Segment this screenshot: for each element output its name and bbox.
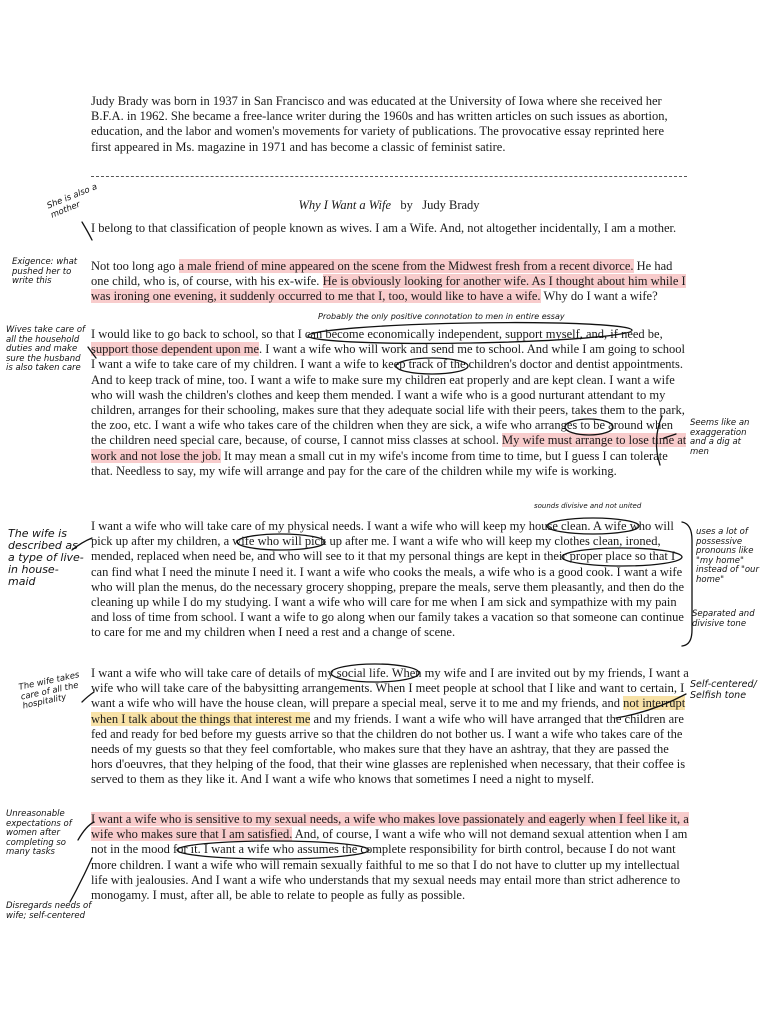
paragraph-3 bbox=[91, 327, 691, 479]
note-wives-care: Wives take care of all the household duties and make sure the husband is also taken care bbox=[6, 325, 86, 373]
p3-text-c: . I want a wife who will work and send me to school. And while I am going to school I want a wife to take care of my children. I want a wife to keep track of the children's doctor and dentist appointments. And to keep track of mine, too. I want a wife to make sure my children eat properly and are kept clean. I want a wife who will wash the children's clothes and keep them mended. I want a wife who is a good nurturant attendant to my children, arranges for their schooling, makes sure that they adequate social life with their peers, takes them to the park, the zoo, etc. I want a wife who takes care of the children when they are sick, a wife who arranges to be around when the children need special care, because, of course, I cannot miss classes at school. bbox=[91, 342, 686, 448]
essay-title bbox=[91, 198, 687, 213]
note-selfish: Self-centered/ Selfish tone bbox=[690, 679, 757, 701]
paragraph-6 bbox=[91, 812, 691, 903]
note-possessive: uses a lot of possessive pronouns like "my home" instead of "our home" bbox=[696, 527, 759, 585]
p2-text-a: Not too long ago bbox=[91, 259, 179, 273]
p3-highlight-1: support those dependent upon me bbox=[91, 342, 260, 357]
p5-highlight: not interrupt when I talk about the things that interest me bbox=[91, 696, 686, 726]
note-exigence: Exigence: what pushed her to write this bbox=[12, 257, 78, 286]
p2-text-c: He had one child, who is, of course, with his ex-wife. bbox=[91, 259, 673, 289]
p3-text-e: It may mean a small cut in my wife's income from time to time, but I guess I can tolerate that. Needless to say, my wife will arrange and pay for the care of the children while my wife is working. bbox=[91, 448, 668, 478]
paragraph-5 bbox=[91, 666, 691, 788]
note-exaggeration: Seems like an exaggeration and a dig at men bbox=[690, 418, 750, 457]
note-hospitality: The wife takes care of all the hospitality bbox=[17, 670, 81, 712]
p6-text-b: And, of course, I want a wife who will not demand sexual attention when I am not in the mood for it. I want a wife who assumes the complete responsibility for birth control, because I do not want more children. I want a wife who will remain sexually faithful to me so that I do not have to clutter up my intellectual life with jealousies. And I want a wife who understands that my sexual needs may entail more than strict adherence to monogamy. I must, after all, be able to relate to people as fully as possible. bbox=[91, 827, 688, 903]
p5-text-c: and my friends. I want a wife who will have arranged that the children are fed and ready for bed before my guests arrive so that the children do not bother us. I want a wife who takes care of the needs of my guests so that they feel comfortable, who makes sure that they have an ashtray, that they are passed the hors d'oeuvres, that they helping of the food, that their wine glasses are replenished when necessary, that their coffee is served to them as they like it. And I want a wife who knows that sometimes I need a night to myself. bbox=[91, 711, 686, 787]
p2-highlight-2: He is obviously looking for another wife. As I thought about him while I was ironing one evening, it suddenly occurred to me that I, too, would like to have a wife. bbox=[91, 274, 686, 304]
dashed-divider bbox=[91, 176, 687, 177]
note-divisive-small: sounds divisive and not united bbox=[534, 502, 642, 510]
p2-highlight-1: a male friend of mine appeared on the scene from the Midwest fresh from a recent divorce. bbox=[178, 259, 634, 273]
note-disregards: Disregards needs of wife; self-centered bbox=[6, 901, 92, 921]
p3-highlight-2: My wife must arrange to lose time at work and not lose the job. bbox=[91, 433, 687, 463]
essay-title-text: Why I Want a Wife bbox=[298, 198, 392, 212]
note-positive: Probably the only positive connotation to men in entire essay bbox=[318, 312, 565, 321]
paragraph-4: I want a wife who will take care of my physical needs. I want a wife who will keep my house clean. A wife who will pick up after my children, a wife who will pick up after me. I want a wife who will keep my clothes clean, ironed, mended, replaced when need be, and who will see to it that my personal things are kept in their proper place so that I can find what I need the minute I need it. I want a wife who cooks the meals, a wife who is a good cook. I want a wife who will plan the menus, do the necessary grocery shopping, prepare the meals, serve them pleasantly, and then do the cleaning up while I do my studying. I want a wife who will care for me when I am sick and sympathize with my pain and loss of time from school. I want a wife to go along when our family takes a vacation so that someone can continue to care for me and my children when I need a rest and a change of scene. bbox=[91, 519, 685, 640]
essay-title-by: by bbox=[400, 198, 413, 212]
note-separated: Separated and divisive tone bbox=[692, 609, 755, 629]
p5-text-a: I want a wife who will take care of details of my social life. When my wife and I are invited out by my friends, I want a wife who will take care of the babysitting arrangements. When I meet people at school that I like and want to certain, I want a wife who will have the house clean, will prepare a special meal, serve it to me and my friends, and bbox=[91, 666, 689, 711]
paragraph-2 bbox=[91, 259, 691, 305]
arrow-disregards bbox=[70, 858, 92, 902]
essay-author: Judy Brady bbox=[422, 198, 480, 212]
paragraph-1: I belong to that classification of people known as wives. I am a Wife. And, not altogether incidentally, I am a mother. bbox=[91, 221, 677, 235]
p3-text-a: I would like to go back to school, so that I can become economically independent, support myself, and, if need be, bbox=[91, 327, 663, 341]
note-maid: The wife is described as a type of live-in house-maid bbox=[8, 527, 84, 588]
p6-highlight: I want a wife who is sensitive to my sexual needs, a wife who makes love passionately and eagerly when I feel like it, a wife who makes sure that I am satisfied. bbox=[91, 812, 689, 842]
note-mother: She is also a mother bbox=[45, 182, 99, 221]
note-unreasonable: Unreasonable expectations of women after completing so many tasks bbox=[6, 809, 72, 857]
intro-paragraph: Judy Brady was born in 1937 in San Francisco and was educated at the University of Iowa where she received her B.F.A. in 1962. She became a free-lance writer during the 1960s and has written articles on such issues as abortion, education, and the labor and women's movements for variety of publications. The provocative essay reprinted here first appeared in Ms. magazine in 1971 and has become a classic of feminist satire. bbox=[91, 94, 668, 154]
p2-text-e: Why do I want a wife? bbox=[540, 289, 658, 304]
